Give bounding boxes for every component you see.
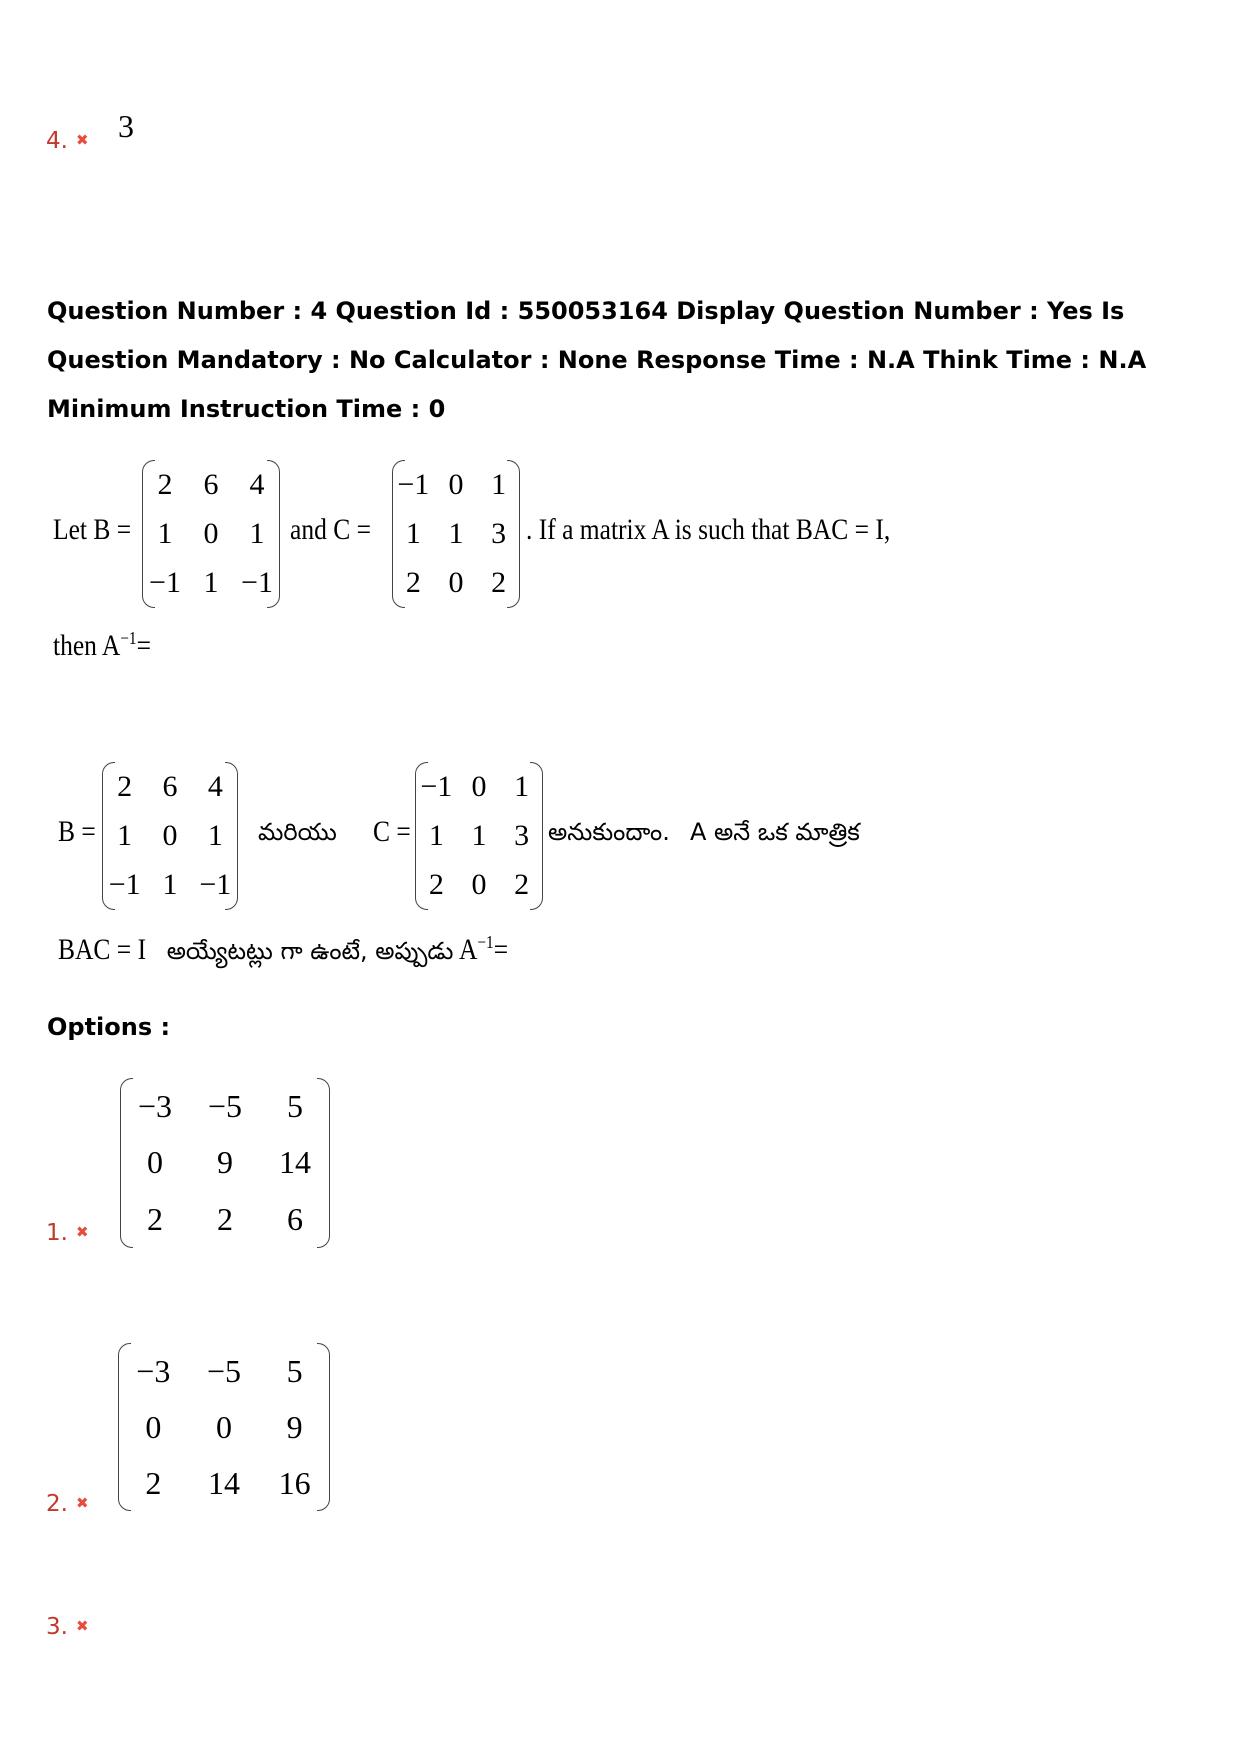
matrix-cell: 5 bbox=[286, 1352, 303, 1389]
question-meta: Question Number : 4 Question Id : 550053164 Display Question Number : Yes Is Question Mandatory : No Calculator : None Response Time : N.A Think Time : N.A Minimum Instruction Time : 0 bbox=[47, 297, 1147, 423]
matrix-cell: −1 bbox=[397, 467, 430, 501]
mariyu-text: మరియు bbox=[258, 818, 337, 846]
option-2[interactable] bbox=[46, 1491, 89, 1517]
matrix-cell: 1 bbox=[491, 467, 507, 501]
matrix-cell: 0 bbox=[203, 516, 219, 550]
matrix-cell: 1 bbox=[207, 818, 223, 852]
and-c-label: and C = bbox=[290, 513, 371, 546]
b-label-telugu: B = bbox=[58, 815, 96, 848]
a-letter: A bbox=[458, 933, 477, 966]
a-inverse bbox=[459, 932, 508, 967]
matrix-cell: 0 bbox=[147, 1144, 163, 1181]
matrix-cell: 14 bbox=[279, 1144, 311, 1181]
matrix-cell: 1 bbox=[471, 818, 487, 852]
then-text bbox=[53, 628, 151, 663]
matrix-cell: 6 bbox=[287, 1201, 303, 1238]
matrix-cell: 1 bbox=[162, 868, 178, 902]
prev-option-value: 3 bbox=[118, 108, 134, 144]
matrix-cell: 1 bbox=[117, 818, 133, 852]
matrix-cell: 1 bbox=[203, 566, 219, 600]
matrix-cell: −3 bbox=[136, 1352, 171, 1389]
matrix-cell: 0 bbox=[215, 1408, 232, 1445]
matrix-cell: 0 bbox=[162, 818, 178, 852]
cross-icon: ✖ bbox=[75, 1617, 89, 1635]
matrix-cell: 0 bbox=[145, 1408, 162, 1445]
matrix-cell: 3 bbox=[491, 516, 507, 550]
matrix-cell: 1 bbox=[157, 516, 173, 550]
matrix-cell: 14 bbox=[207, 1464, 240, 1501]
matrix-cell: 0 bbox=[448, 566, 464, 600]
matrix-cell: 0 bbox=[448, 467, 464, 501]
option-2-matrix bbox=[118, 1343, 330, 1511]
matrix-b-english bbox=[142, 460, 280, 608]
matrix-cell: 0 bbox=[471, 769, 487, 803]
matrix-cell: 0 bbox=[471, 868, 487, 902]
matrix-cell: −1 bbox=[241, 566, 273, 600]
option-1-matrix bbox=[120, 1078, 330, 1248]
matrix-cell: 2 bbox=[157, 467, 173, 501]
matrix-c-english bbox=[392, 460, 520, 608]
matrix-cell: 6 bbox=[162, 769, 178, 803]
matrix-cell: 2 bbox=[428, 868, 444, 902]
matrix-c-telugu bbox=[415, 762, 543, 910]
matrix-cell: 2 bbox=[117, 769, 133, 803]
matrix-cell: 3 bbox=[514, 818, 530, 852]
option-number: 1. bbox=[46, 1220, 68, 1246]
matrix-cell: 2 bbox=[491, 566, 507, 600]
option-1[interactable] bbox=[46, 1220, 89, 1246]
options-label: Options : bbox=[47, 1013, 171, 1041]
matrix-cell: 16 bbox=[278, 1464, 311, 1501]
matrix-cell: −5 bbox=[207, 1087, 243, 1124]
cross-icon: ✖ bbox=[75, 131, 89, 149]
matrix-cell: 4 bbox=[207, 769, 223, 803]
matrix-cell: 9 bbox=[286, 1408, 303, 1445]
equals: = bbox=[493, 933, 508, 966]
a-ane-text: A అనే ఒక మాత్రిక bbox=[690, 818, 860, 846]
cross-icon: ✖ bbox=[75, 1223, 89, 1241]
matrix-cell: −3 bbox=[137, 1087, 173, 1124]
then-a: then A bbox=[53, 629, 121, 662]
let-b-label: Let B = bbox=[53, 513, 132, 546]
matrix-cell: 2 bbox=[514, 868, 530, 902]
matrix-cell: 2 bbox=[145, 1464, 162, 1501]
matrix-cell: 4 bbox=[249, 467, 265, 501]
c-label-telugu: C = bbox=[373, 815, 411, 848]
matrix-cell: −1 bbox=[149, 566, 181, 600]
matrix-cell: 1 bbox=[249, 516, 265, 550]
equals: = bbox=[136, 629, 151, 662]
matrix-cell: 9 bbox=[217, 1144, 233, 1181]
telugu-line2 bbox=[58, 932, 516, 971]
condition-text: . If a matrix A is such that BAC = I, bbox=[526, 513, 891, 546]
matrix-cell: −1 bbox=[108, 868, 141, 902]
cross-icon: ✖ bbox=[75, 1494, 89, 1512]
matrix-cell: −1 bbox=[420, 769, 453, 803]
matrix-cell: 2 bbox=[217, 1201, 233, 1238]
matrix-cell: 2 bbox=[405, 566, 421, 600]
prev-option-4 bbox=[46, 128, 89, 154]
matrix-cell: 5 bbox=[287, 1087, 303, 1124]
anukundam-text: అనుకుందాం. bbox=[548, 818, 670, 846]
matrix-cell: 1 bbox=[428, 818, 444, 852]
matrix-b-telugu bbox=[102, 762, 238, 910]
bac-eq: BAC = I bbox=[58, 933, 147, 966]
option-number: 4. bbox=[46, 128, 68, 154]
matrix-cell: 1 bbox=[514, 769, 530, 803]
matrix-cell: −5 bbox=[206, 1352, 242, 1389]
matrix-cell: 2 bbox=[147, 1201, 163, 1238]
inverse-sup: −1 bbox=[476, 932, 494, 952]
matrix-cell: 1 bbox=[448, 516, 464, 550]
telugu-condition: అయ్యేటట్లు గా ఉంటే, అప్పుడు bbox=[166, 937, 454, 965]
matrix-cell: −1 bbox=[199, 868, 232, 902]
inverse-sup: −1 bbox=[120, 628, 137, 648]
option-number: 2. bbox=[46, 1491, 68, 1517]
option-3[interactable] bbox=[46, 1614, 89, 1640]
option-number: 3. bbox=[46, 1614, 68, 1640]
matrix-cell: 1 bbox=[405, 516, 421, 550]
matrix-cell: 6 bbox=[203, 467, 219, 501]
